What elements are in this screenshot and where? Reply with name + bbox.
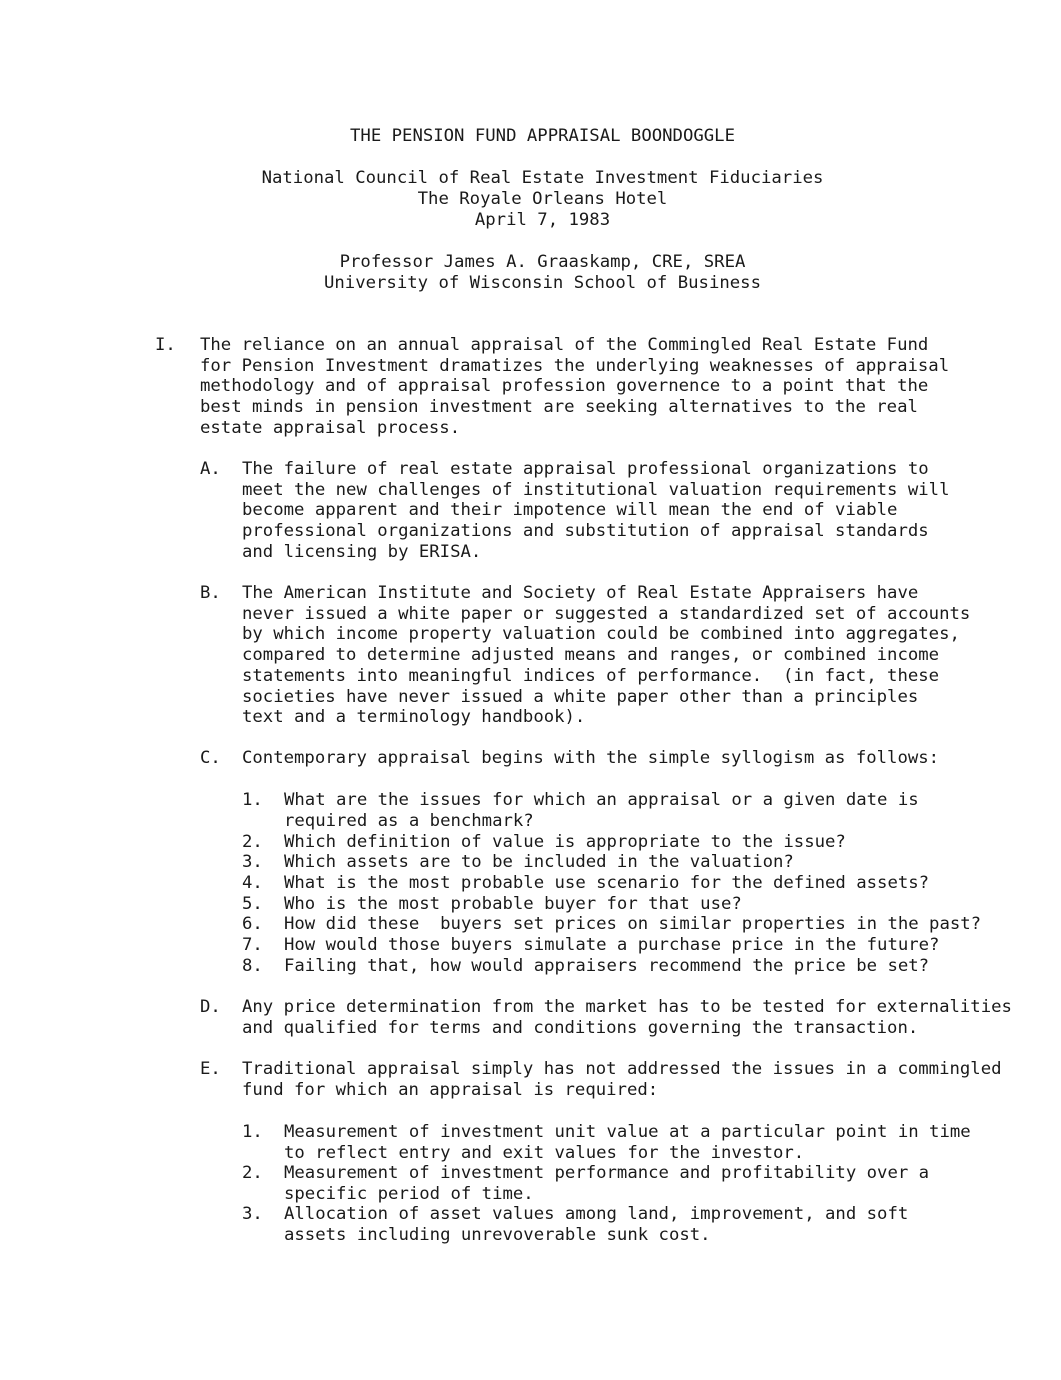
paragraph-line: by which income property valuation could be combined into aggregates, (242, 624, 960, 645)
point-marker: B. (200, 583, 221, 603)
list-item-line: to reflect entry and exit values for the investor. (284, 1142, 805, 1163)
paragraph-line: societies have never issued a white paper other than a principles (242, 686, 919, 707)
paragraph-line: for Pension Investment dramatizes the underlying weaknesses of appraisal (200, 355, 950, 376)
point-marker: A. (200, 459, 221, 479)
paragraph-line: Traditional appraisal simply has not addressed the issues in a commingled (242, 1059, 1002, 1079)
paragraph-line: fund for which an appraisal is required: (242, 1079, 659, 1100)
list-item-line: What are the issues for which an appraisal or a given date is (284, 790, 919, 810)
list-item-line: What is the most probable use scenario for the defined assets? (284, 873, 930, 893)
paragraph-line: The reliance on an annual appraisal of the Commingled Real Estate Fund (200, 335, 929, 355)
list-item-line: Who is the most probable buyer for that use? (284, 894, 742, 914)
point-paragraph (242, 748, 939, 769)
point-paragraph (242, 997, 1012, 1038)
list-item (284, 1122, 971, 1163)
paragraph-line: estate appraisal process. (200, 417, 461, 438)
list-item (284, 832, 846, 853)
point-paragraph (242, 459, 950, 563)
list-item (284, 1163, 929, 1204)
point-marker: C. (200, 748, 221, 768)
organization-name: National Council of Real Estate Investment Fiduciaries (261, 168, 824, 188)
list-item (284, 790, 919, 831)
list-item (284, 935, 939, 956)
point-marker: E. (200, 1059, 221, 1079)
list-item-line: specific period of time. (284, 1183, 534, 1204)
event-date: April 7, 1983 (474, 210, 611, 230)
paragraph-line: statements into meaningful indices of performance. (in fact, these (242, 665, 940, 686)
list-number: 7. (242, 935, 263, 955)
paragraph-line: best minds in pension investment are seeking alternatives to the real (200, 397, 918, 418)
section-paragraph (200, 335, 949, 439)
list-item-line: assets including unrevoverable sunk cost. (284, 1224, 711, 1245)
list-item-line: required as a benchmark? (284, 810, 534, 831)
list-number: 3. (242, 852, 263, 872)
point-marker: D. (200, 997, 221, 1017)
list-number: 6. (242, 914, 263, 934)
author-affiliation: University of Wisconsin School of Business (324, 273, 761, 293)
paragraph-line: and qualified for terms and conditions governing the transaction. (242, 1017, 919, 1038)
list-number: 2. (242, 1163, 263, 1183)
list-item (284, 873, 929, 894)
point-paragraph (242, 1059, 1002, 1100)
paragraph-line: professional organizations and substitution of appraisal standards (242, 521, 929, 542)
section-marker: I. (155, 335, 176, 355)
paragraph-line: compared to determine adjusted means and ranges, or combined income (242, 645, 940, 666)
list-number: 3. (242, 1204, 263, 1224)
paragraph-line: become apparent and their impotence will mean the end of viable (242, 500, 898, 521)
list-item-line: Measurement of investment unit value at a particular point in time (284, 1122, 971, 1142)
list-item-line: Measurement of investment performance and profitability over a (284, 1163, 930, 1183)
list-number: 1. (242, 790, 263, 810)
list-item (284, 956, 929, 977)
paragraph-line: Any price determination from the market has to be tested for externalities (242, 997, 1012, 1017)
list-number: 1. (242, 1122, 263, 1142)
list-item (284, 894, 742, 915)
paragraph-line: and licensing by ERISA. (242, 541, 482, 562)
list-item-line: Which definition of value is appropriate to the issue? (284, 832, 846, 852)
paragraph-line: methodology and of appraisal profession governence to a point that the (200, 376, 929, 397)
list-item-line: How did these buyers set prices on similar properties in the past? (284, 914, 982, 934)
list-number: 2. (242, 832, 263, 852)
point-paragraph (242, 583, 970, 728)
list-number: 4. (242, 873, 263, 893)
list-item (284, 852, 794, 873)
venue-name: The Royale Orleans Hotel (417, 189, 668, 209)
list-number: 8. (242, 956, 263, 976)
document-title: THE PENSION FUND APPRAISAL BOONDOGGLE (350, 126, 735, 146)
paragraph-line: The American Institute and Society of Real Estate Appraisers have (242, 583, 919, 603)
list-item-line: Which assets are to be included in the valuation? (284, 852, 794, 872)
list-item-line: How would those buyers simulate a purchase price in the future? (284, 935, 940, 955)
paragraph-line: never issued a white paper or suggested a standardized set of accounts (242, 603, 971, 624)
paragraph-line: text and a terminology handbook). (242, 707, 586, 728)
list-item-line: Failing that, how would appraisers recommend the price be set? (284, 956, 930, 976)
paragraph-line: Contemporary appraisal begins with the simple syllogism as follows: (242, 748, 940, 768)
list-number: 5. (242, 894, 263, 914)
list-item (284, 1204, 908, 1245)
author-name: Professor James A. Graaskamp, CRE, SREA (339, 252, 746, 272)
list-item-line: Allocation of asset values among land, improvement, and soft (284, 1204, 909, 1224)
paragraph-line: The failure of real estate appraisal professional organizations to (242, 459, 929, 479)
paragraph-line: meet the new challenges of institutional valuation requirements will (242, 479, 950, 500)
list-item (284, 914, 981, 935)
